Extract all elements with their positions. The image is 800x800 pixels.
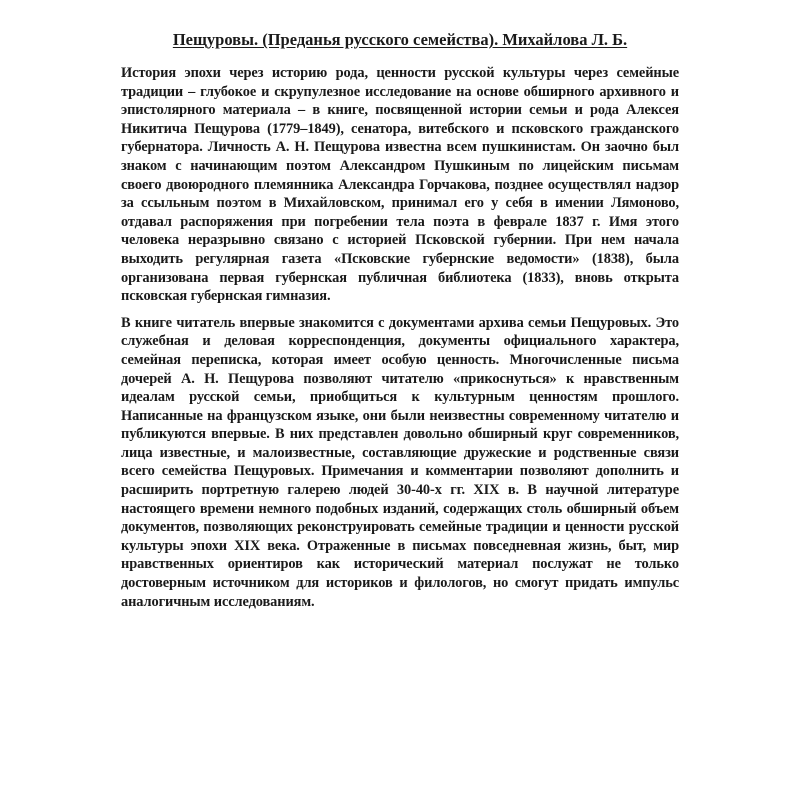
paragraph-archive: В книге читатель впервые знакомится с документами архива семьи Пещуровых. Это служебная и деловая корреспонденция, документы официального характера, семейная переписка, которая имеет особую ценность. Многочисленные письма дочерей А. Н. Пещурова позволяют читателю «прикоснуться» к нравственным идеалам русской семьи, приобщиться к культурным ценностям прошлого. Написанные на французском языке, они были неизвестны современному читателю и публикуются впервые. В них представлен довольно обширный круг современников, лица известные, и малоизвестные, составляющие дружеские и родственные связи всего семейства Пещуровых. Примечания и комментарии позволяют дополнить и расширить портретную галерею людей 30-40-х гг. XIX в. В научной литературе настоящего времени немного подобных изданий, содержащих столь обширный объем документов, позволяющих реконструировать семейные традиции и ценности русской культуры эпохи XIX века. Отраженные в письмах повседневная жизнь, быт, мир нравственных ориентиров как исторический материал послужат не только достоверным источником для историков и филологов, но смогут придать импульс аналогичным исследованиям. <box>121 314 679 610</box>
document-page <box>121 30 679 611</box>
paragraph-history: История эпохи через историю рода, ценности русской культуры через семейные традиции – глубокое и скрупулезное исследование на основе обширного архивного и эпистолярного материала – в книге, посвященной истории семьи и рода Алексея Никитича Пещурова (1779–1849), сенатора, витебского и псковского гражданского губернатора. Личность А. Н. Пещурова известна всем пушкинистам. Он заочно был знаком с начинающим поэтом Александром Пушкиным по лицейским письмам своего двоюродного племянника Александра Горчакова, позднее осуществлял надзор за ссыльным поэтом в Михайловском, принимал его у себя в имении Лямоново, отдавал распоряжения при погребении тела поэта в феврале 1837 г. Имя этого человека неразрывно связано с историей Псковской губернии. При нем начала выходить регулярная газета «Псковские губернские ведомости» (1838), была организована первая губернская публичная библиотека (1833), вновь открыта псковская губернская гимназия. <box>121 65 679 305</box>
document-title: Пещуровы. (Преданья русского семейства). Михайлова Л. Б. <box>172 30 628 49</box>
